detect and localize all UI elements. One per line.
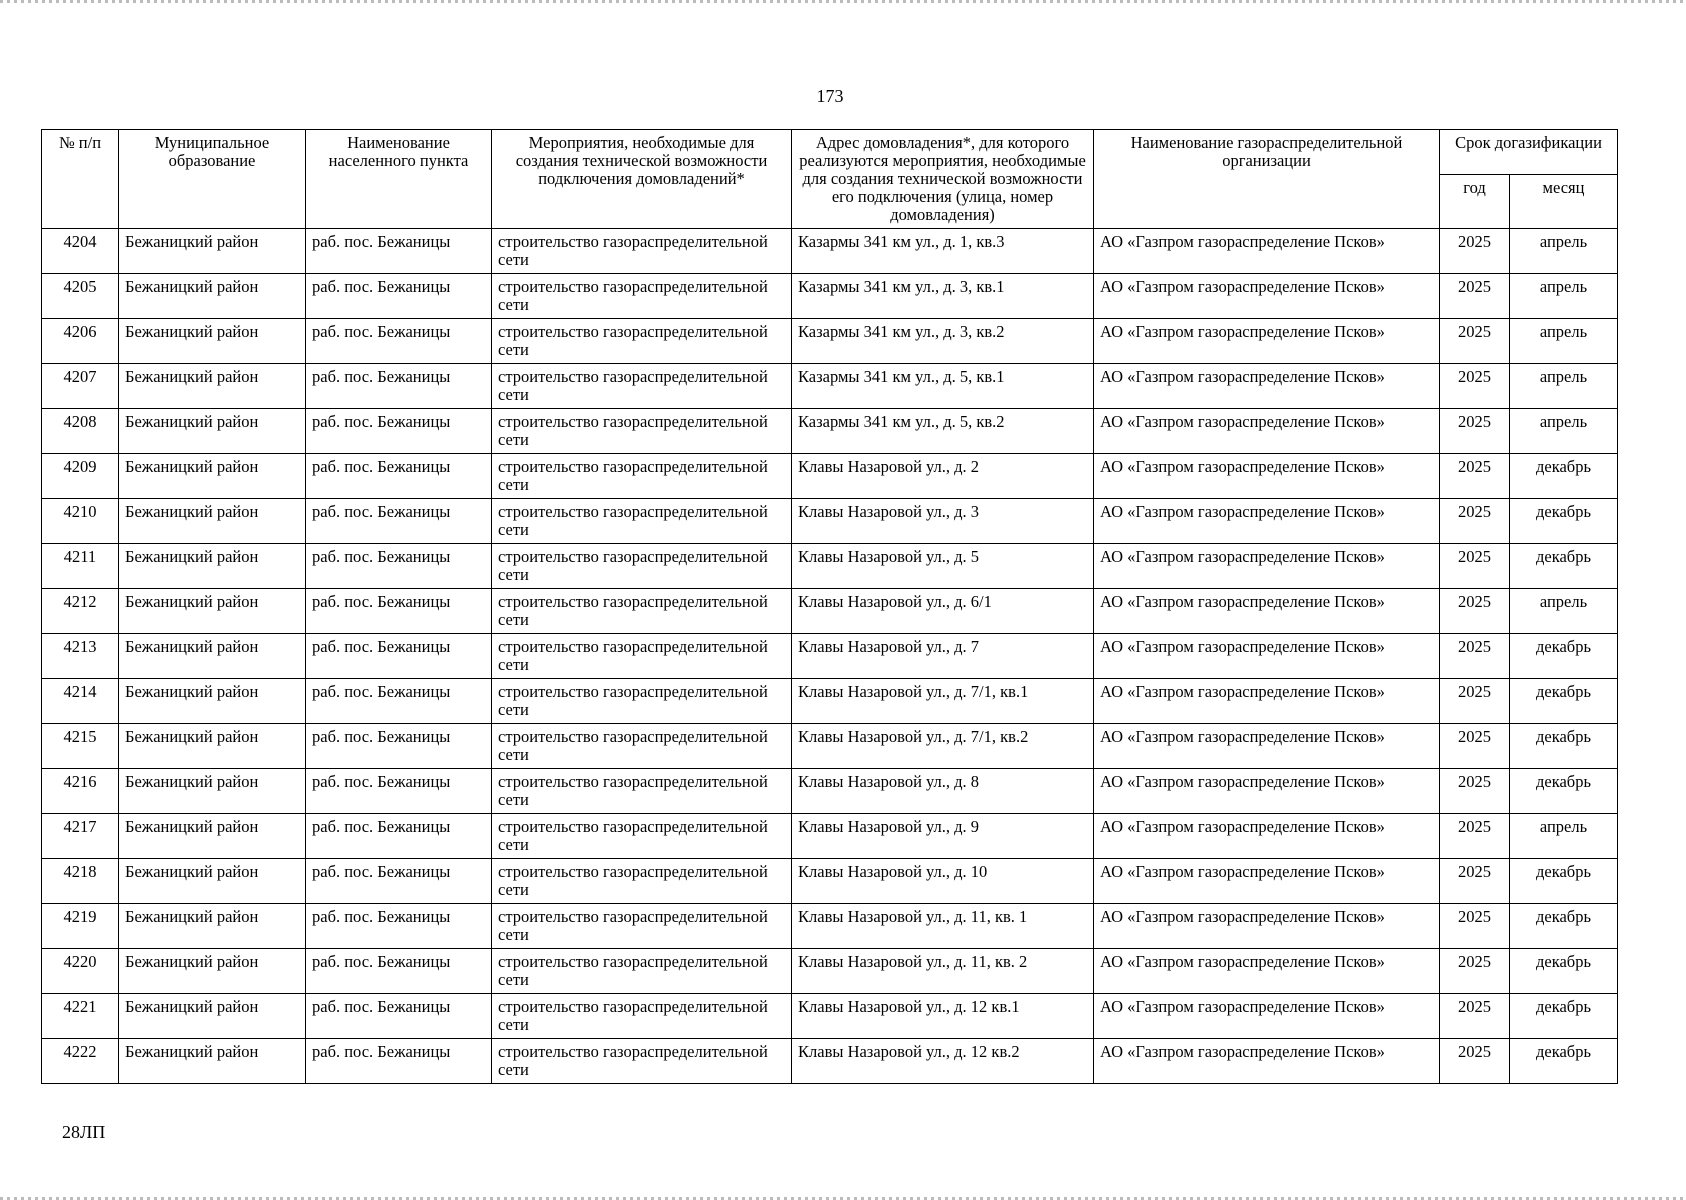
cell-year: 2025 (1440, 364, 1510, 409)
header-num: № п/п (42, 130, 119, 229)
cell-address: Клавы Назаровой ул., д. 7 (792, 634, 1094, 679)
cell-month: декабрь (1510, 454, 1618, 499)
cell-num: 4217 (42, 814, 119, 859)
cell-organization: АО «Газпром газораспределение Псков» (1094, 364, 1440, 409)
cell-year: 2025 (1440, 274, 1510, 319)
cell-municipality: Бежаницкий район (119, 634, 306, 679)
header-municipality: Муниципальное образование (119, 130, 306, 229)
cell-settlement: раб. пос. Бежаницы (306, 859, 492, 904)
cell-month: декабрь (1510, 904, 1618, 949)
footer-code: 28ЛП (62, 1122, 106, 1142)
header-organization: Наименование газораспределительной организации (1094, 130, 1440, 229)
cell-month: апрель (1510, 319, 1618, 364)
cell-measure: строительство газораспределительной сети (492, 454, 792, 499)
header-settlement: Наименование населенного пункта (306, 130, 492, 229)
cell-municipality: Бежаницкий район (119, 454, 306, 499)
cell-measure: строительство газораспределительной сети (492, 724, 792, 769)
cell-address: Клавы Назаровой ул., д. 6/1 (792, 589, 1094, 634)
cell-year: 2025 (1440, 949, 1510, 994)
cell-organization: АО «Газпром газораспределение Псков» (1094, 319, 1440, 364)
cell-month: апрель (1510, 274, 1618, 319)
cell-measure: строительство газораспределительной сети (492, 859, 792, 904)
cell-num: 4204 (42, 229, 119, 274)
cell-month: апрель (1510, 364, 1618, 409)
cell-organization: АО «Газпром газораспределение Псков» (1094, 229, 1440, 274)
table-row (42, 499, 1618, 544)
table-row (42, 319, 1618, 364)
cell-month: декабрь (1510, 949, 1618, 994)
cell-measure: строительство газораспределительной сети (492, 229, 792, 274)
cell-measure: строительство газораспределительной сети (492, 364, 792, 409)
cell-organization: АО «Газпром газораспределение Псков» (1094, 679, 1440, 724)
cell-measure: строительство газораспределительной сети (492, 904, 792, 949)
cell-settlement: раб. пос. Бежаницы (306, 319, 492, 364)
cell-year: 2025 (1440, 814, 1510, 859)
cell-address: Клавы Назаровой ул., д. 8 (792, 769, 1094, 814)
cell-settlement: раб. пос. Бежаницы (306, 994, 492, 1039)
page-number: 173 (816, 86, 844, 106)
header-deadline: Срок догазификации (1440, 130, 1618, 175)
cell-measure: строительство газораспределительной сети (492, 814, 792, 859)
cell-num: 4215 (42, 724, 119, 769)
cell-month: апрель (1510, 814, 1618, 859)
table-row (42, 589, 1618, 634)
cell-measure: строительство газораспределительной сети (492, 319, 792, 364)
cell-organization: АО «Газпром газораспределение Псков» (1094, 949, 1440, 994)
cell-municipality: Бежаницкий район (119, 904, 306, 949)
cell-settlement: раб. пос. Бежаницы (306, 274, 492, 319)
table-row (42, 679, 1618, 724)
table-row (42, 274, 1618, 319)
cell-organization: АО «Газпром газораспределение Псков» (1094, 499, 1440, 544)
cell-num: 4213 (42, 634, 119, 679)
cell-num: 4212 (42, 589, 119, 634)
cell-settlement: раб. пос. Бежаницы (306, 499, 492, 544)
cell-measure: строительство газораспределительной сети (492, 634, 792, 679)
cell-organization: АО «Газпром газораспределение Псков» (1094, 1039, 1440, 1084)
cell-address: Клавы Назаровой ул., д. 2 (792, 454, 1094, 499)
cell-organization: АО «Газпром газораспределение Псков» (1094, 859, 1440, 904)
cell-month: апрель (1510, 589, 1618, 634)
cell-num: 4205 (42, 274, 119, 319)
cell-organization: АО «Газпром газораспределение Псков» (1094, 994, 1440, 1039)
table-row (42, 1039, 1618, 1084)
cell-settlement: раб. пос. Бежаницы (306, 544, 492, 589)
cell-address: Казармы 341 км ул., д. 5, кв.2 (792, 409, 1094, 454)
table-row (42, 229, 1618, 274)
cell-year: 2025 (1440, 634, 1510, 679)
cell-address: Клавы Назаровой ул., д. 9 (792, 814, 1094, 859)
cell-municipality: Бежаницкий район (119, 364, 306, 409)
cell-month: декабрь (1510, 724, 1618, 769)
cell-measure: строительство газораспределительной сети (492, 499, 792, 544)
cell-settlement: раб. пос. Бежаницы (306, 949, 492, 994)
cell-month: декабрь (1510, 769, 1618, 814)
table-row (42, 814, 1618, 859)
table-row (42, 409, 1618, 454)
cell-measure: строительство газораспределительной сети (492, 589, 792, 634)
cell-year: 2025 (1440, 229, 1510, 274)
cell-address: Клавы Назаровой ул., д. 11, кв. 2 (792, 949, 1094, 994)
cell-month: апрель (1510, 409, 1618, 454)
cell-settlement: раб. пос. Бежаницы (306, 634, 492, 679)
cell-year: 2025 (1440, 769, 1510, 814)
cell-address: Казармы 341 км ул., д. 3, кв.1 (792, 274, 1094, 319)
cell-month: декабрь (1510, 499, 1618, 544)
cell-measure: строительство газораспределительной сети (492, 769, 792, 814)
table-row (42, 994, 1618, 1039)
cell-municipality: Бежаницкий район (119, 319, 306, 364)
cell-address: Клавы Назаровой ул., д. 5 (792, 544, 1094, 589)
cell-month: декабрь (1510, 859, 1618, 904)
cell-settlement: раб. пос. Бежаницы (306, 364, 492, 409)
cell-month: декабрь (1510, 1039, 1618, 1084)
table-row (42, 904, 1618, 949)
cell-address: Клавы Назаровой ул., д. 7/1, кв.1 (792, 679, 1094, 724)
cell-organization: АО «Газпром газораспределение Псков» (1094, 769, 1440, 814)
cell-municipality: Бежаницкий район (119, 499, 306, 544)
cell-year: 2025 (1440, 544, 1510, 589)
cell-year: 2025 (1440, 859, 1510, 904)
cell-municipality: Бежаницкий район (119, 949, 306, 994)
cell-num: 4221 (42, 994, 119, 1039)
cell-municipality: Бежаницкий район (119, 859, 306, 904)
cell-measure: строительство газораспределительной сети (492, 1039, 792, 1084)
cell-year: 2025 (1440, 589, 1510, 634)
cell-year: 2025 (1440, 679, 1510, 724)
scan-edge-top (0, 0, 1686, 3)
table-row (42, 364, 1618, 409)
cell-year: 2025 (1440, 1039, 1510, 1084)
cell-settlement: раб. пос. Бежаницы (306, 724, 492, 769)
header-measures: Мероприятия, необходимые для создания технической возможности подключения домовладений* (492, 130, 792, 229)
cell-measure: строительство газораспределительной сети (492, 409, 792, 454)
table-body (42, 229, 1618, 1084)
cell-num: 4219 (42, 904, 119, 949)
cell-month: декабрь (1510, 634, 1618, 679)
cell-address: Клавы Назаровой ул., д. 3 (792, 499, 1094, 544)
cell-municipality: Бежаницкий район (119, 1039, 306, 1084)
cell-municipality: Бежаницкий район (119, 274, 306, 319)
cell-organization: АО «Газпром газораспределение Псков» (1094, 544, 1440, 589)
cell-address: Казармы 341 км ул., д. 3, кв.2 (792, 319, 1094, 364)
cell-municipality: Бежаницкий район (119, 409, 306, 454)
cell-year: 2025 (1440, 499, 1510, 544)
cell-year: 2025 (1440, 994, 1510, 1039)
cell-settlement: раб. пос. Бежаницы (306, 679, 492, 724)
cell-settlement: раб. пос. Бежаницы (306, 409, 492, 454)
cell-municipality: Бежаницкий район (119, 769, 306, 814)
cell-address: Клавы Назаровой ул., д. 12 кв.2 (792, 1039, 1094, 1084)
table-row (42, 859, 1618, 904)
cell-settlement: раб. пос. Бежаницы (306, 769, 492, 814)
cell-settlement: раб. пос. Бежаницы (306, 229, 492, 274)
cell-measure: строительство газораспределительной сети (492, 679, 792, 724)
cell-num: 4210 (42, 499, 119, 544)
cell-organization: АО «Газпром газораспределение Псков» (1094, 409, 1440, 454)
cell-measure: строительство газораспределительной сети (492, 994, 792, 1039)
cell-num: 4220 (42, 949, 119, 994)
cell-municipality: Бежаницкий район (119, 544, 306, 589)
cell-organization: АО «Газпром газораспределение Псков» (1094, 274, 1440, 319)
cell-measure: строительство газораспределительной сети (492, 274, 792, 319)
cell-address: Клавы Назаровой ул., д. 7/1, кв.2 (792, 724, 1094, 769)
cell-settlement: раб. пос. Бежаницы (306, 1039, 492, 1084)
cell-measure: строительство газораспределительной сети (492, 949, 792, 994)
cell-num: 4208 (42, 409, 119, 454)
cell-year: 2025 (1440, 409, 1510, 454)
cell-month: декабрь (1510, 544, 1618, 589)
cell-month: декабрь (1510, 994, 1618, 1039)
cell-address: Клавы Назаровой ул., д. 12 кв.1 (792, 994, 1094, 1039)
cell-organization: АО «Газпром газораспределение Псков» (1094, 724, 1440, 769)
header-year: год (1440, 175, 1510, 229)
cell-month: апрель (1510, 229, 1618, 274)
cell-year: 2025 (1440, 904, 1510, 949)
table-row (42, 544, 1618, 589)
cell-num: 4206 (42, 319, 119, 364)
cell-num: 4209 (42, 454, 119, 499)
table-header (42, 130, 1618, 229)
table-row (42, 724, 1618, 769)
cell-year: 2025 (1440, 454, 1510, 499)
table-row (42, 949, 1618, 994)
header-month: месяц (1510, 175, 1618, 229)
cell-organization: АО «Газпром газораспределение Псков» (1094, 634, 1440, 679)
cell-settlement: раб. пос. Бежаницы (306, 589, 492, 634)
cell-num: 4214 (42, 679, 119, 724)
table-row (42, 769, 1618, 814)
gasification-table (41, 129, 1618, 1084)
cell-organization: АО «Газпром газораспределение Псков» (1094, 814, 1440, 859)
cell-year: 2025 (1440, 319, 1510, 364)
cell-num: 4207 (42, 364, 119, 409)
header-address: Адрес домовладения*, для которого реализуются мероприятия, необходимые для создания технической возможности его подключения (улица, номер домовладения) (792, 130, 1094, 229)
cell-address: Клавы Назаровой ул., д. 10 (792, 859, 1094, 904)
cell-organization: АО «Газпром газораспределение Псков» (1094, 454, 1440, 499)
cell-municipality: Бежаницкий район (119, 679, 306, 724)
cell-municipality: Бежаницкий район (119, 589, 306, 634)
cell-num: 4218 (42, 859, 119, 904)
cell-settlement: раб. пос. Бежаницы (306, 814, 492, 859)
cell-municipality: Бежаницкий район (119, 229, 306, 274)
cell-settlement: раб. пос. Бежаницы (306, 904, 492, 949)
cell-measure: строительство газораспределительной сети (492, 544, 792, 589)
cell-settlement: раб. пос. Бежаницы (306, 454, 492, 499)
table-row (42, 634, 1618, 679)
cell-organization: АО «Газпром газораспределение Псков» (1094, 589, 1440, 634)
cell-organization: АО «Газпром газораспределение Псков» (1094, 904, 1440, 949)
cell-municipality: Бежаницкий район (119, 814, 306, 859)
cell-municipality: Бежаницкий район (119, 724, 306, 769)
cell-year: 2025 (1440, 724, 1510, 769)
cell-address: Клавы Назаровой ул., д. 11, кв. 1 (792, 904, 1094, 949)
cell-month: декабрь (1510, 679, 1618, 724)
cell-num: 4222 (42, 1039, 119, 1084)
cell-num: 4211 (42, 544, 119, 589)
cell-num: 4216 (42, 769, 119, 814)
cell-municipality: Бежаницкий район (119, 994, 306, 1039)
cell-address: Казармы 341 км ул., д. 5, кв.1 (792, 364, 1094, 409)
cell-address: Казармы 341 км ул., д. 1, кв.3 (792, 229, 1094, 274)
table-row (42, 454, 1618, 499)
